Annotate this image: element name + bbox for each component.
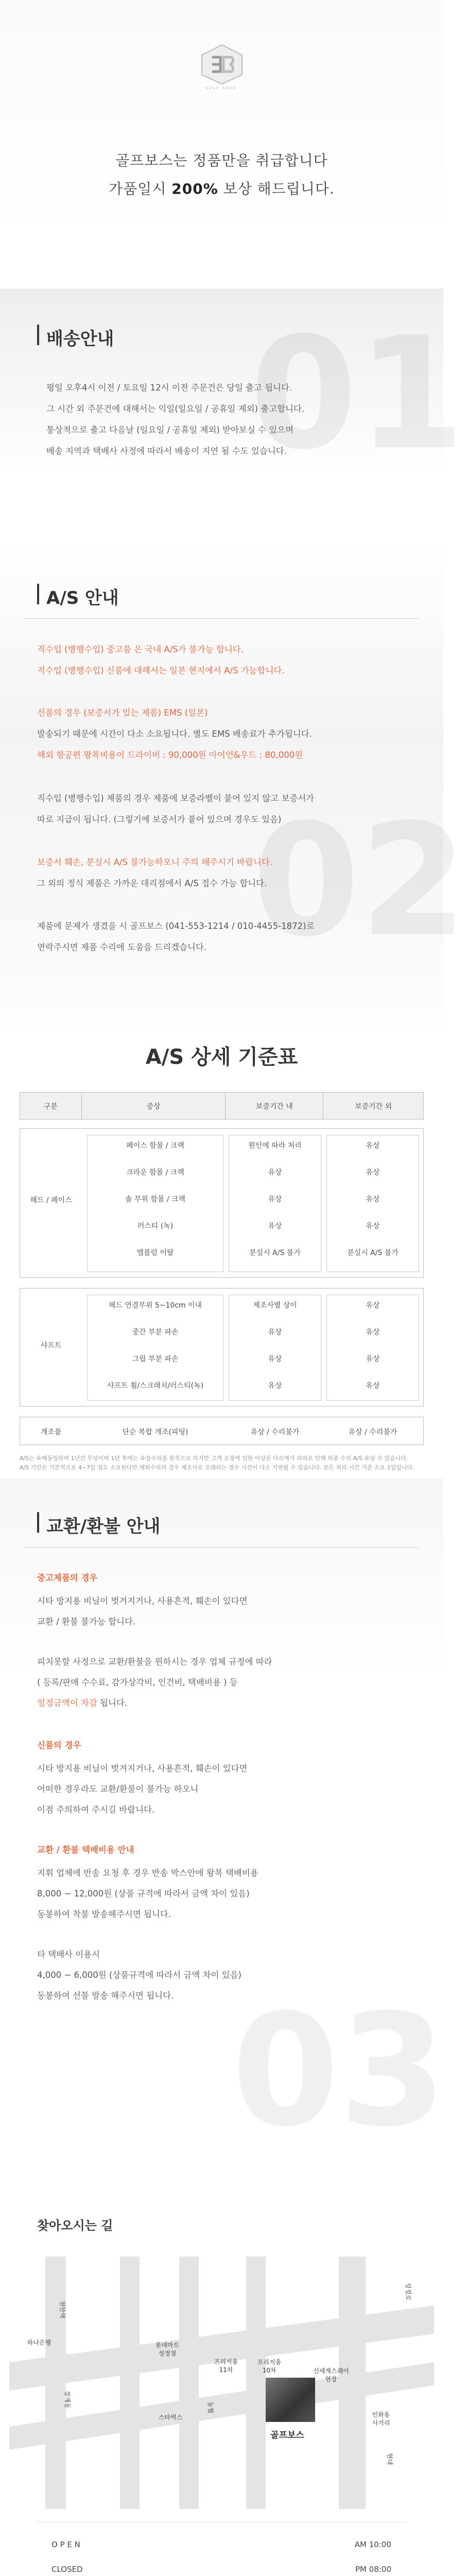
- as-text: 보증서 훼손, 분실시 A/S 불가능하오니 주의 해주시기 바랍니다.: [37, 857, 273, 867]
- as-text: 직수입 (병행수입) 중고품 은 국내 A/S가 불가능 합니다.: [37, 645, 244, 654]
- shipping-number: 01: [250, 304, 465, 484]
- table-cell: 유상: [268, 1328, 282, 1336]
- table-group-label: 샤프트: [40, 1342, 62, 1350]
- exchange-heading: 중고제품의 경우: [37, 1573, 98, 1583]
- logo-text: GOLF BOSS: [205, 87, 237, 90]
- table-cell: 헤드 연결부위 5~10cm 이내: [108, 1301, 202, 1310]
- map-label: 현대: [386, 2453, 393, 2465]
- as-text: 따로 지급이 됩니다. (그렇기에 보증서가 붙어 있으며 경우도 있음): [37, 815, 282, 824]
- table-cell: 솔 부위 함몰 / 크랙: [125, 1195, 186, 1204]
- table-cell: 분실시 A/S 불가: [249, 1249, 301, 1257]
- exchange-title: 교환/환불 안내: [46, 1516, 161, 1537]
- map-label: 성정로: [404, 2282, 412, 2301]
- exchange-text: 시타 방지용 비닐이 벗겨지거나, 사용흔적, 훼손이 있다면: [37, 1764, 248, 1773]
- table-cell: 유상: [268, 1195, 282, 1204]
- exchange-text: 동봉하여 선불 발송 해주시면 됩니다.: [37, 1991, 174, 2001]
- exchange-text: 타 택배사 이용시: [37, 1950, 100, 1959]
- table-cell: 엠블럼 이탈: [136, 1249, 174, 1257]
- exchange-text: 어떠한 경우라도 교환/환불이 불가능 하오니: [37, 1784, 199, 1794]
- table-note: A/S 기간은 기본적으로 4~7일 정도 소요된다만 해외수리의 경우 제조사로 오래되는 경우 시간이 다소 지연될 수 있습니다. 모든 처리 시간 기준 소요 1일입니다.: [20, 1464, 414, 1471]
- header: [0, 0, 443, 242]
- table-cell: 유상: [366, 1195, 380, 1204]
- table-group-label: 헤드 / 페이스: [30, 1196, 72, 1205]
- as-text: 직수입 (병행수입) 제품의 경우 제품에 보증라벨이 붙어 있지 않고 보증서가: [37, 793, 315, 803]
- exchange-text: 지휘 업체에 반송 요청 후 경우 반송 박스안에 왕복 택배비용: [37, 1868, 258, 1878]
- tagline-2: 가품일시 200% 보상 해드립니다.: [109, 180, 335, 197]
- info-value: AM 10:00: [354, 2540, 391, 2549]
- section-bar: [37, 1512, 39, 1533]
- table-cell: 페이스 함몰 / 크랙: [126, 1142, 184, 1150]
- map-label: 프리지움 10차: [257, 2359, 282, 2374]
- table-cell: 단순 복합 개조(피팅): [122, 1428, 188, 1436]
- exchange-text: 시타 방지용 비닐이 벗겨지거나, 사용흔적, 훼손이 있다면: [37, 1596, 248, 1606]
- as-text: 신품의 경우 (보증서가 있는 제품) EMS (일본): [37, 708, 208, 718]
- table-group-head: [20, 1128, 424, 1278]
- table-cell: 제조사별 상이: [253, 1301, 297, 1310]
- table-note: A/S는 유예동일하며 1년간 무상이며 1년 후에는 유상수리를 원칙으로 하지만 고객 요청에 인한 이상은 다르에서 하의로 인해 하중 수의 A/S 유상 수 있습니다.: [20, 1455, 408, 1462]
- as-table: [20, 1092, 424, 1120]
- map-label: 롯데마트 성정점: [155, 2342, 180, 2357]
- tagline-1: 골프보스는 정품만을 취급합니다: [115, 152, 328, 169]
- table-header: 증상: [81, 1093, 226, 1120]
- table-header: 보증기간 내: [226, 1093, 323, 1120]
- table-group-shaft: [20, 1288, 424, 1406]
- table-cell: 유상: [366, 1301, 380, 1310]
- as-number: 02: [252, 791, 467, 971]
- exchange-heading: 교환 / 환불 택배비용 안내: [37, 1845, 134, 1855]
- table-header: 보증기간 외: [323, 1093, 424, 1120]
- exchange-text: 8,000 ~ 12,000원 (상품 규격에 따라서 금액 차이 있음): [37, 1889, 250, 1899]
- table-cell: 유상: [268, 1168, 282, 1177]
- table-title: A/S 상세 기준표: [145, 1045, 298, 1069]
- table-cell: 분실시 A/S 불가: [347, 1249, 399, 1257]
- info-label: CLOSED: [51, 2565, 83, 2574]
- map-label: 천안역: [58, 2300, 66, 2319]
- map[interactable]: [9, 2257, 434, 2509]
- exchange-text: 동봉하여 착불 발송해주시면 됩니다.: [37, 1909, 171, 1919]
- map-label: 농협: [206, 2401, 214, 2414]
- golfboss-map-label: 골프보스: [270, 2430, 304, 2441]
- exchange-text: 일정금액이 차감 됩니다.: [37, 1698, 128, 1708]
- table-cell: 그립 부분 파손: [132, 1355, 179, 1363]
- table-cell: 유상: [366, 1328, 380, 1336]
- as-text: 제품에 문제가 생겼을 시 골프보스 (041-553-1214 / 010-4455-1872)로: [37, 921, 315, 931]
- exchange-text: ( 등록/판매 수수료, 감가상각비, 인건비, 택배비용 ) 등: [37, 1677, 238, 1687]
- table-cell: 크라운 함몰 / 크랙: [126, 1168, 184, 1177]
- section-bar: [37, 325, 39, 345]
- info-label: O P E N: [51, 2540, 80, 2549]
- table-cell: 유상: [268, 1382, 282, 1390]
- map-label: 스타벅스: [158, 2414, 183, 2421]
- map-roads: [9, 2257, 434, 2509]
- table-cell: 개조품: [40, 1428, 62, 1436]
- as-text: 직수입 (병행수입) 신품에 대해서는 일본 현지에서 A/S 가능합니다.: [37, 666, 285, 675]
- as-text: 그 외의 정식 제품은 가까운 대리점에서 A/S 접수 가능 합니다.: [37, 878, 267, 888]
- as-text: 연락주시면 제품 수리에 도움을 드리겠습니다.: [37, 942, 207, 952]
- as-title: A/S 안내: [46, 588, 119, 608]
- shipping-line: 배송 지역과 택배사 사정에 따라서 배송이 지연 될 수도 있습니다.: [46, 446, 287, 456]
- table-cell: 유상: [268, 1222, 282, 1230]
- as-text: 해외 항공편 왕복비용이 드라이버 : 90,000원 아이언&우드 : 80,000원: [37, 750, 303, 760]
- section-bar: [37, 584, 39, 604]
- map-title: 찾아오시는 길: [37, 2218, 113, 2233]
- map-label: 프리지움 11차: [214, 2358, 238, 2374]
- table-cell: 러스티 (녹): [137, 1222, 174, 1230]
- table-cell: 유상 / 수리불가: [348, 1428, 397, 1436]
- exchange-text: 교환 / 환불 불가능 합니다.: [37, 1617, 136, 1626]
- exchange-number: 03: [232, 1981, 447, 2161]
- map-label: 신세계스퀘어 현장: [313, 2367, 349, 2383]
- info-value: PM 08:00: [355, 2565, 391, 2574]
- table-cell: 유상: [366, 1382, 380, 1390]
- divider: [25, 618, 419, 619]
- exchange-text: 4,000 ~ 6,000원 (상품규격에 따라서 금액 차이 있음): [37, 1970, 241, 1980]
- shipping-line: 평일 오후4시 이전 / 토요일 12시 이전 주문건은 당일 출고 됩니다.: [46, 383, 292, 393]
- table-cell: 유상: [366, 1168, 380, 1177]
- table-cell: 원인에 따라 처리: [248, 1142, 302, 1150]
- table-cell: 유상: [366, 1222, 380, 1230]
- exchange-text: 이점 주의하여 주시길 바랍니다.: [37, 1805, 155, 1815]
- shipping-line: 그 시간 외 주문건에 대해서는 익일(일요일 / 공휴일 제외) 출고합니다.: [46, 404, 305, 414]
- table-cell: 유상: [366, 1142, 380, 1150]
- map-label: 인화동 사거리: [372, 2411, 390, 2427]
- exchange-heading: 신품의 경우: [37, 1740, 81, 1750]
- map-label: 하나은행: [27, 2339, 51, 2346]
- table-cell: 샤프트 휨/스크래치/러스티(녹): [107, 1382, 204, 1390]
- shipping-title: 배송안내: [46, 329, 114, 349]
- table-cell: 중간 부분 파손: [132, 1328, 179, 1336]
- map-label: 장재동: [63, 2391, 71, 2409]
- table-cell: 유상 / 수리불가: [250, 1428, 300, 1436]
- golfboss-logo: [200, 44, 244, 85]
- divider: [25, 1547, 419, 1548]
- exchange-text: 피치못할 사정으로 교환/환불을 원하시는 경우 업체 규정에 따라: [37, 1657, 272, 1667]
- shipping-line: 통상적으로 출고 다음날 (일요일 / 공휴일 제외) 받아보실 수 있으며: [46, 425, 294, 435]
- building-image: [266, 2378, 315, 2422]
- as-text: 발송되기 때문에 시간이 다소 소요됩니다. 별도 EMS 배송료가 추가됩니다.: [37, 729, 312, 739]
- table-cell: 유상: [366, 1355, 380, 1363]
- table-row-modified: [20, 1417, 424, 1445]
- table-header: 구분: [20, 1093, 82, 1120]
- table-cell: 유상: [268, 1355, 282, 1363]
